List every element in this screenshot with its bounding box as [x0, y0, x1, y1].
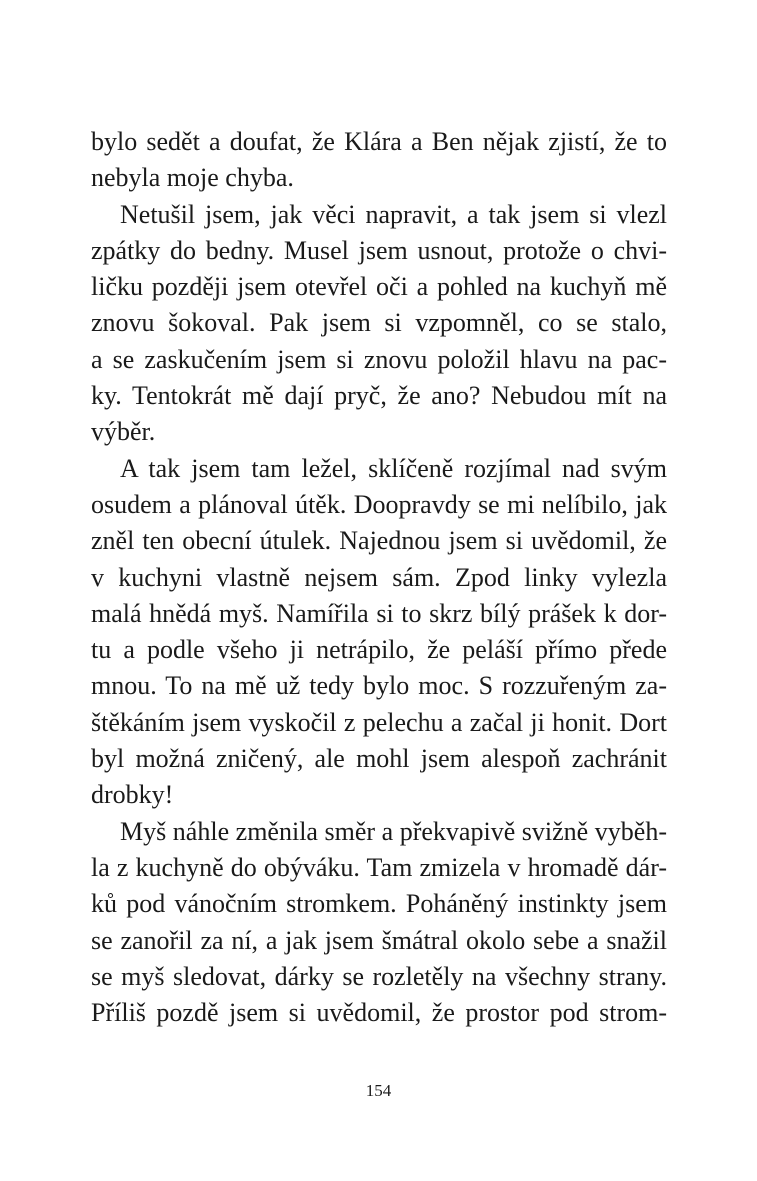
text-line: v kuchyni vlastně nejsem sám. Zpod linky vylezla	[91, 562, 667, 592]
text-line: štěkáním jsem vyskočil z pelechu a začal ji honit. Dort	[91, 707, 667, 737]
text-line: Příliš pozdě jsem si uvědomil, že prostor pod strom-	[91, 998, 667, 1028]
text-line: výběr.	[91, 417, 156, 447]
text-line: zpátky do bedny. Musel jsem usnout, protože o chvi-	[91, 235, 667, 265]
text-line: znovu šokoval. Pak jsem si vzpomněl, co se stalo,	[91, 308, 667, 338]
text-line: Netušil jsem, jak věci napravit, a tak jsem si vlezl	[120, 199, 667, 229]
text-line: se zanořil za ní, a jak jsem šmátral okolo sebe a snažil	[91, 925, 667, 955]
text-line: bylo sedět a doufat, že Klára a Ben nějak zjistí, že to	[91, 127, 667, 156]
text-line: malá hnědá myš. Namířila si to skrz bílý prášek k dor-	[91, 598, 667, 628]
text-line: ky. Tentokrát mě dají pryč, že ano? Nebudou mít na	[91, 381, 667, 411]
text-line: se myš sledovat, dárky se rozletěly na všechny strany.	[91, 961, 667, 991]
text-line: zněl ten obecní útulek. Najednou jsem si uvědomil, že	[91, 526, 667, 556]
text-line: ků pod vánočním stromkem. Poháněný instinkty jsem	[91, 889, 667, 919]
text-line: drobky!	[91, 780, 174, 810]
text-line: osudem a plánoval útěk. Doopravdy se mi nelíbilo, jak	[91, 489, 667, 519]
text-line: la z kuchyně do obýváku. Tam zmizela v hromadě dár-	[91, 852, 667, 882]
text-line: byl možná zničený, ale mohl jsem alespoň zachránit	[91, 744, 667, 774]
text-line: tu a podle všeho ji netrápilo, že peláší přímo přede	[91, 635, 667, 665]
body-text	[91, 124, 667, 1031]
text-line: ličku později jsem otevřel oči a pohled na kuchyň mě	[91, 272, 667, 302]
text-line: A tak jsem tam ležel, sklíčeně rozjímal nad svým	[120, 453, 667, 483]
text-line: a se zaskučením jsem si znovu položil hlavu na pac-	[91, 344, 667, 374]
page-number: 154	[365, 1081, 392, 1100]
text-line: Myš náhle změnila směr a překvapivě svižně vyběh-	[120, 816, 667, 846]
text-line: nebyla moje chyba.	[91, 163, 294, 193]
text-line: mnou. To na mě už tedy bylo moc. S rozzuřeným za-	[91, 671, 667, 701]
